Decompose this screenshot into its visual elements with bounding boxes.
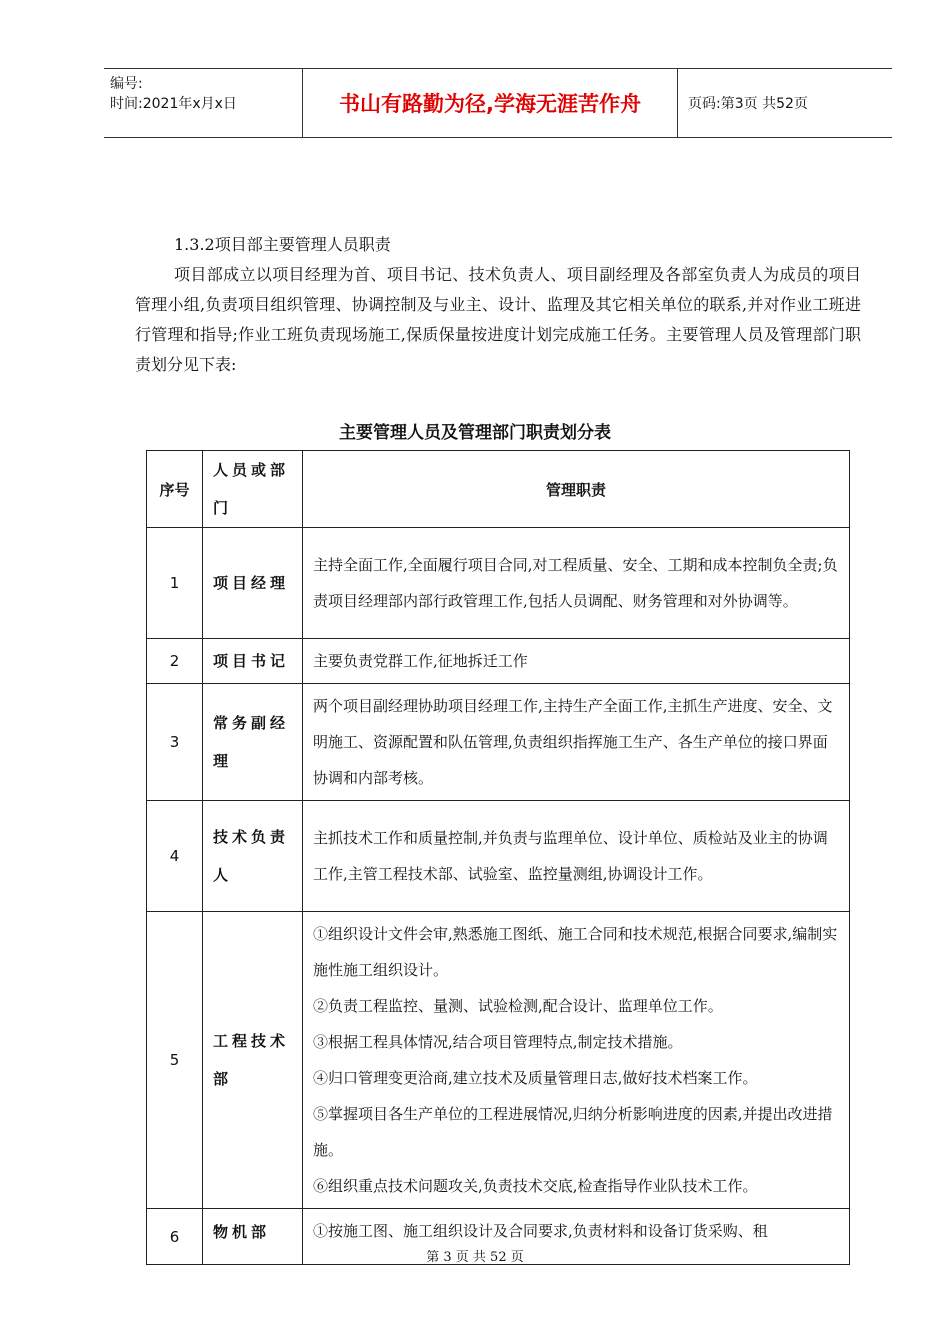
row-num: 1 <box>147 528 203 639</box>
row-role: 工程技术部 <box>203 912 303 1209</box>
row-duty-list <box>303 912 850 1209</box>
row-duty: 主要负责党群工作,征地拆迁工作 <box>303 639 850 684</box>
row-role: 物机部 <box>203 1209 303 1265</box>
header-page-info: 页码:第3页 共52页 <box>688 96 808 112</box>
duty-item: ①组织设计文件会审,熟悉施工图纸、施工合同和技术规范,根据合同要求,编制实施性施工组织设计。 <box>313 925 838 979</box>
table-title: 主要管理人员及管理部门职责划分表 <box>339 423 611 443</box>
row-num: 5 <box>147 912 203 1209</box>
duty-item: ③根据工程具体情况,结合项目管理特点,制定技术措施。 <box>313 1033 683 1051</box>
table-row <box>147 801 850 912</box>
table-row <box>147 684 850 801</box>
section-title: 1.3.2项目部主要管理人员职责 <box>174 235 391 254</box>
header-role: 人员或部门 <box>203 451 303 528</box>
section-paragraph: 项目部成立以项目经理为首、项目书记、技术负责人、项目副经理及各部室负责人为成员的项目管理小组,负责项目组织管理、协调控制及与业主、设计、监理及其它相关单位的联系,并对作业工班进行管理和指导;作业工班负责现场施工,保质保量按进度计划完成施工任务。主要管理人员及管理部门职责划分见下表: <box>135 265 861 374</box>
header-duty: 管理职责 <box>303 451 850 528</box>
row-role: 技术负责人 <box>203 801 303 912</box>
header-num: 序号 <box>147 451 203 528</box>
row-role: 常务副经理 <box>203 684 303 801</box>
duty-item: ④归口管理变更洽商,建立技术及质量管理日志,做好技术档案工作。 <box>313 1069 758 1087</box>
row-num: 6 <box>147 1209 203 1265</box>
number-label: 编号: <box>110 76 143 92</box>
row-duty: 主抓技术工作和质量控制,并负责与监理单位、设计单位、质检站及业主的协调工作,主管工程技术部、试验室、监控量测组,协调设计工作。 <box>303 801 850 912</box>
row-num: 4 <box>147 801 203 912</box>
row-role: 项目书记 <box>203 639 303 684</box>
table-row <box>147 912 850 1209</box>
page-header <box>104 68 892 138</box>
time-label: 时间:2021年x月x日 <box>110 96 237 112</box>
row-num: 2 <box>147 639 203 684</box>
duty-item: ②负责工程监控、量测、试验检测,配合设计、监理单位工作。 <box>313 997 723 1015</box>
table-header-row <box>147 451 850 528</box>
row-duty: ①按施工图、施工组织设计及合同要求,负责材料和设备订货采购、租 <box>303 1209 850 1265</box>
header-meta <box>104 69 303 137</box>
table-row <box>147 639 850 684</box>
duty-table <box>146 450 850 1265</box>
row-duty: 两个项目副经理协助项目经理工作,主持生产全面工作,主抓生产进度、安全、文明施工、资源配置和队伍管理,负责组织指挥施工生产、各生产单位的接口界面协调和内部考核。 <box>303 684 850 801</box>
row-duty: 主持全面工作,全面履行项目合同,对工程质量、安全、工期和成本控制负全责;负责项目经理部内部行政管理工作,包括人员调配、财务管理和对外协调等。 <box>303 528 850 639</box>
row-role: 项目经理 <box>203 528 303 639</box>
duty-item: ⑤掌握项目各生产单位的工程进展情况,归纳分析影响进度的因素,并提出改进措施。 <box>313 1105 833 1159</box>
row-num: 3 <box>147 684 203 801</box>
duty-item: ⑥组织重点技术问题攻关,负责技术交底,检查指导作业队技术工作。 <box>313 1177 758 1195</box>
header-motto: 书山有路勤为径,学海无涯苦作舟 <box>303 69 678 137</box>
table-row <box>147 528 850 639</box>
page-footer: 第 3 页 共 52 页 <box>426 1250 524 1265</box>
